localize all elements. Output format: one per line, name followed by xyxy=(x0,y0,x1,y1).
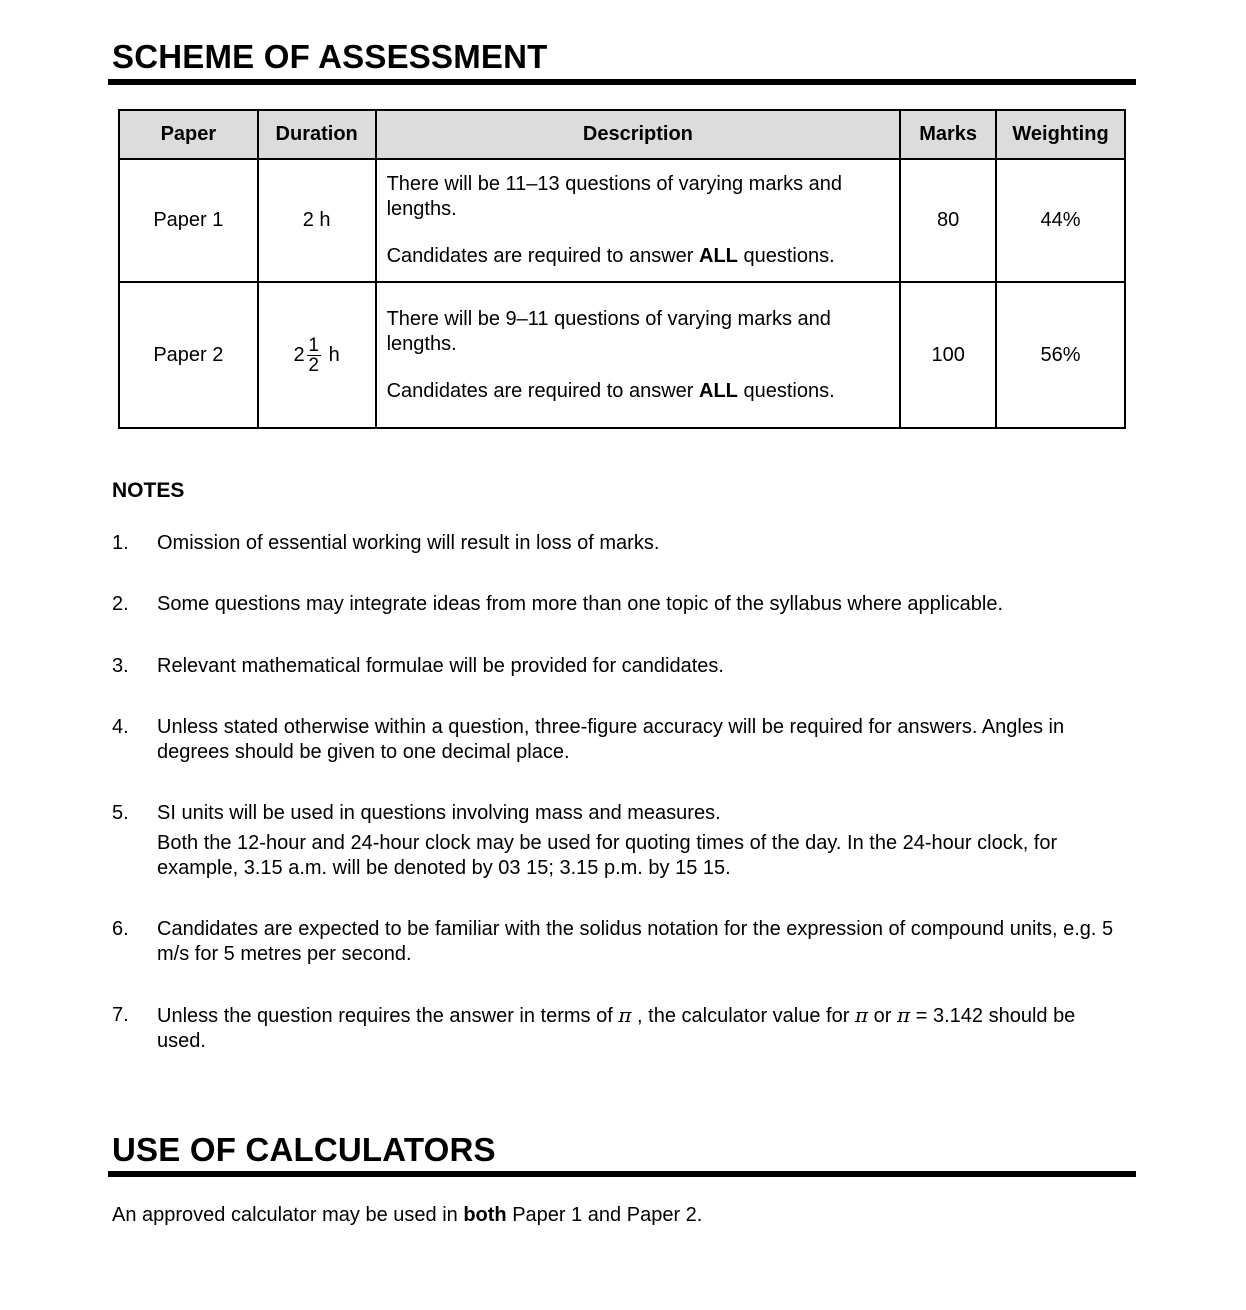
calculators-text-part: An approved calculator may be used in xyxy=(112,1204,464,1226)
note-number: 1. xyxy=(112,532,129,554)
header-weighting: Weighting xyxy=(996,110,1125,159)
fraction-denominator: 2 xyxy=(308,354,319,376)
note-text: Relevant mathematical formulae will be provided for candidates. xyxy=(157,655,724,677)
note-item xyxy=(112,592,1127,617)
note-item xyxy=(112,917,1127,967)
duration-mixed-fraction xyxy=(294,336,340,375)
header-description: Description xyxy=(376,110,901,159)
note-text: SI units will be used in questions involving mass and measures. xyxy=(157,802,721,824)
note-text-part: or xyxy=(868,1005,898,1027)
note-number: 5. xyxy=(112,802,129,824)
cell-paper: Paper 2 xyxy=(119,282,258,428)
note-text-part: , the calculator value for xyxy=(631,1005,855,1027)
header-marks: Marks xyxy=(900,110,996,159)
note-number: 3. xyxy=(112,655,129,677)
cell-marks: 80 xyxy=(900,159,996,282)
instruction-emphasis: ALL xyxy=(699,379,738,402)
description-line: There will be 9–11 questions of varying marks and lengths. xyxy=(386,307,831,355)
note-number: 4. xyxy=(112,716,129,738)
table-header-row xyxy=(119,110,1125,159)
cell-weighting: 44% xyxy=(996,159,1125,282)
description-instruction xyxy=(387,244,890,269)
calculators-text xyxy=(112,1204,702,1227)
notes-title: NOTES xyxy=(112,479,185,502)
note-number: 7. xyxy=(112,1004,129,1026)
calculators-emphasis: both xyxy=(463,1204,507,1226)
cell-duration xyxy=(258,282,376,428)
table-row xyxy=(119,159,1125,282)
note-text: Omission of essential working will result in loss of marks. xyxy=(157,532,660,554)
instruction-emphasis: ALL xyxy=(699,245,738,267)
note-item xyxy=(112,531,1127,556)
fraction xyxy=(307,336,321,375)
note-text xyxy=(157,1003,1127,1054)
instruction-text: questions. xyxy=(737,245,835,267)
note-item xyxy=(112,654,1127,679)
duration-unit: h xyxy=(328,343,340,366)
note-text: Unless stated otherwise within a question, three-figure accuracy will be required for answers. Angles in degrees should be given to one decimal place. xyxy=(157,716,1065,763)
pi-symbol: π xyxy=(854,1003,869,1027)
note-item xyxy=(112,1003,1127,1054)
note-text: Some questions may integrate ideas from more than one topic of the syllabus where applicable. xyxy=(157,593,1004,615)
note-text-part: = 3.142 should be used. xyxy=(157,1005,1076,1052)
fraction-numerator: 1 xyxy=(308,334,319,356)
cell-description xyxy=(376,159,901,282)
instruction-text: questions. xyxy=(737,379,835,402)
instruction-text: Candidates are required to answer xyxy=(386,245,699,267)
title-rule xyxy=(108,79,1136,85)
description-line: There will be 11–13 questions of varying marks and lengths. xyxy=(386,173,843,220)
calculators-rule xyxy=(108,1171,1136,1177)
cell-marks: 100 xyxy=(900,282,996,428)
cell-paper: Paper 1 xyxy=(119,159,258,282)
scheme-title: SCHEME OF ASSESSMENT xyxy=(112,38,548,75)
note-text: Candidates are expected to be familiar with the solidus notation for the expression of compound units, e.g. 5 m/s for 5 metres per second. xyxy=(157,918,1114,965)
note-number: 6. xyxy=(112,918,129,940)
note-number: 2. xyxy=(112,593,129,615)
note-item xyxy=(112,715,1127,765)
header-duration: Duration xyxy=(258,110,376,159)
calculators-title: USE OF CALCULATORS xyxy=(112,1131,496,1168)
note-text-part: Unless the question requires the answer in terms of xyxy=(157,1005,619,1027)
calculators-text-part: Paper 1 and Paper 2. xyxy=(506,1204,703,1226)
note-item xyxy=(112,801,1127,881)
fraction-whole: 2 xyxy=(293,343,305,366)
cell-duration: 2 h xyxy=(258,159,376,282)
description-instruction xyxy=(387,379,890,404)
cell-weighting: 56% xyxy=(996,282,1125,428)
pi-symbol: π xyxy=(618,1003,632,1027)
scheme-table xyxy=(118,109,1126,429)
table-row xyxy=(119,282,1125,428)
header-paper: Paper xyxy=(119,110,258,159)
instruction-text: Candidates are required to answer xyxy=(386,379,699,402)
cell-description xyxy=(376,282,901,428)
note-text-continued: Both the 12-hour and 24-hour clock may be used for quoting times of the day. In the 24-hour clock, for example, 3.15 a.m. will be denoted by 03 15; 3.15 p.m. by 15 15. xyxy=(157,832,1058,879)
pi-symbol: π xyxy=(897,1003,911,1027)
